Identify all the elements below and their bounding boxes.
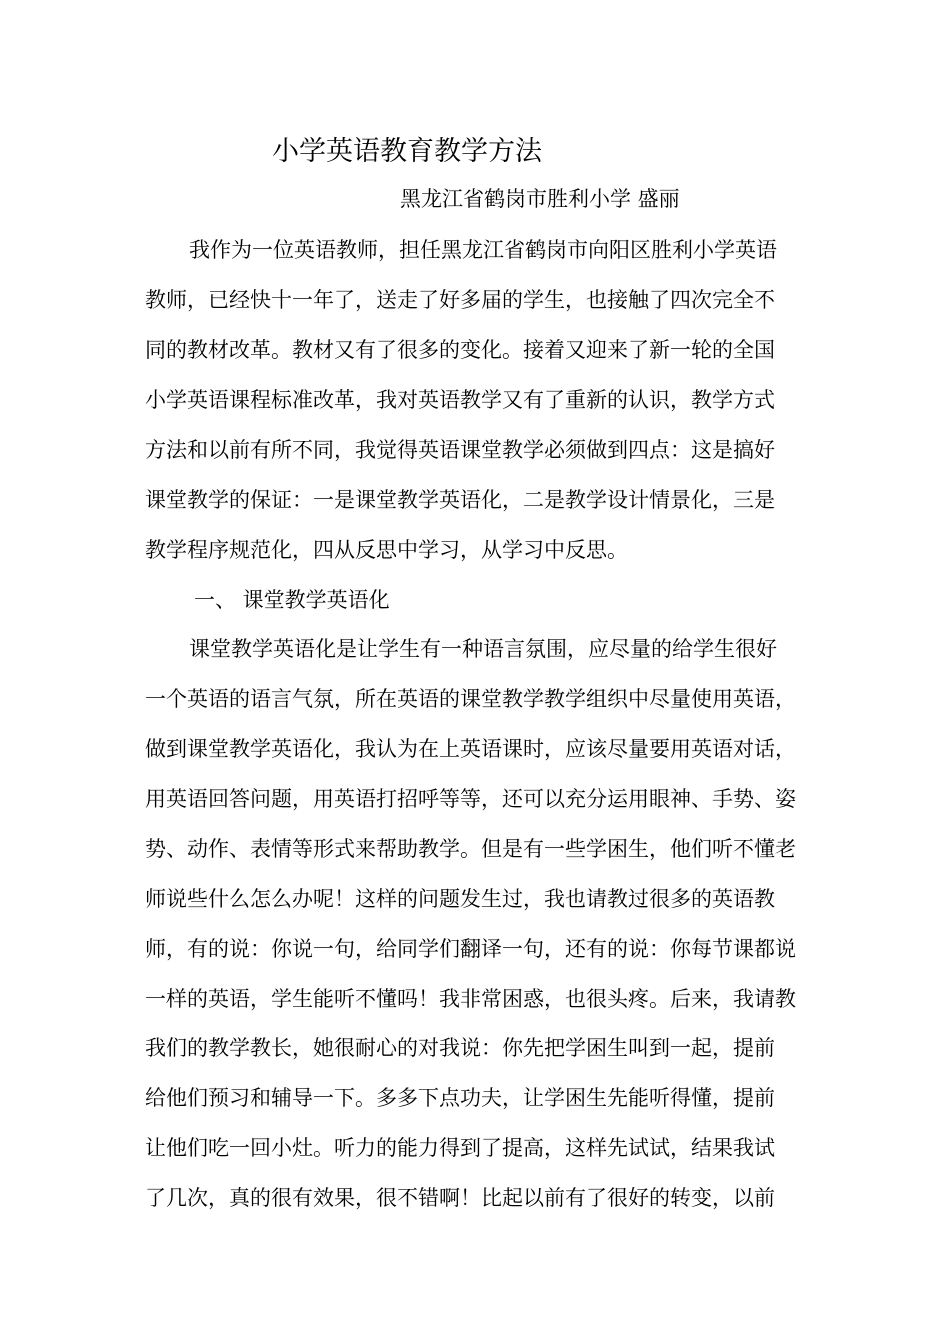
paragraph-line: 教学程序规范化，四从反思中学习，从学习中反思。: [145, 538, 628, 562]
paragraph-line: 师说些什么怎么办呢！这样的问题发生过，我也请教过很多的英语教: [145, 887, 775, 911]
section-heading: 一、 课堂教学英语化: [194, 588, 390, 612]
paragraph-line: 用英语回答问题，用英语打招呼等等，还可以充分运用眼神、手势、姿: [145, 787, 796, 811]
paragraph-line: 一样的英语，学生能听不懂吗！我非常困惑，也很头疼。后来，我请教: [145, 987, 796, 1011]
paragraph-line: 让他们吃一回小灶。听力的能力得到了提高，这样先试试，结果我试: [145, 1136, 775, 1160]
paragraph-line: 了几次，真的很有效果，很不错啊！比起以前有了很好的转变，以前: [145, 1186, 775, 1210]
paragraph-line: 课堂教学英语化是让学生有一种语言氛围，应尽量的给学生很好: [189, 637, 777, 661]
paragraph-line: 方法和以前有所不同，我觉得英语课堂教学必须做到四点：这是搞好: [145, 438, 775, 462]
paragraph-line: 课堂教学的保证：一是课堂教学英语化，二是教学设计情景化，三是: [145, 488, 775, 512]
paragraph-line: 同的教材改革。教材又有了很多的变化。接着又迎来了新一轮的全国: [145, 338, 775, 362]
paragraph-line: 我们的教学教长，她很耐心的对我说：你先把学困生叫到一起，提前: [145, 1036, 775, 1060]
paragraph-line: 一个英语的语言气氛，所在英语的课堂教学教学组织中尽量使用英语，: [145, 687, 796, 711]
document-title: 小学英语教育教学方法: [272, 136, 542, 167]
author-line: 黑龙江省鹤岗市胜利小学 盛丽: [400, 187, 680, 211]
paragraph-line: 做到课堂教学英语化，我认为在上英语课时，应该尽量要用英语对话，: [145, 737, 796, 761]
paragraph-line: 给他们预习和辅导一下。多多下点功夫，让学困生先能听得懂，提前: [145, 1086, 775, 1110]
paragraph-line: 我作为一位英语教师，担任黑龙江省鹤岗市向阳区胜利小学英语: [189, 238, 777, 262]
paragraph-line: 势、动作、表情等形式来帮助教学。但是有一些学困生，他们听不懂老: [145, 837, 796, 861]
paragraph-line: 教师，已经快十一年了，送走了好多届的学生，也接触了四次完全不: [145, 288, 775, 312]
paragraph-line: 师，有的说：你说一句，给同学们翻译一句，还有的说：你每节课都说: [145, 937, 796, 961]
paragraph-line: 小学英语课程标准改革，我对英语教学又有了重新的认识，教学方式: [145, 388, 775, 412]
